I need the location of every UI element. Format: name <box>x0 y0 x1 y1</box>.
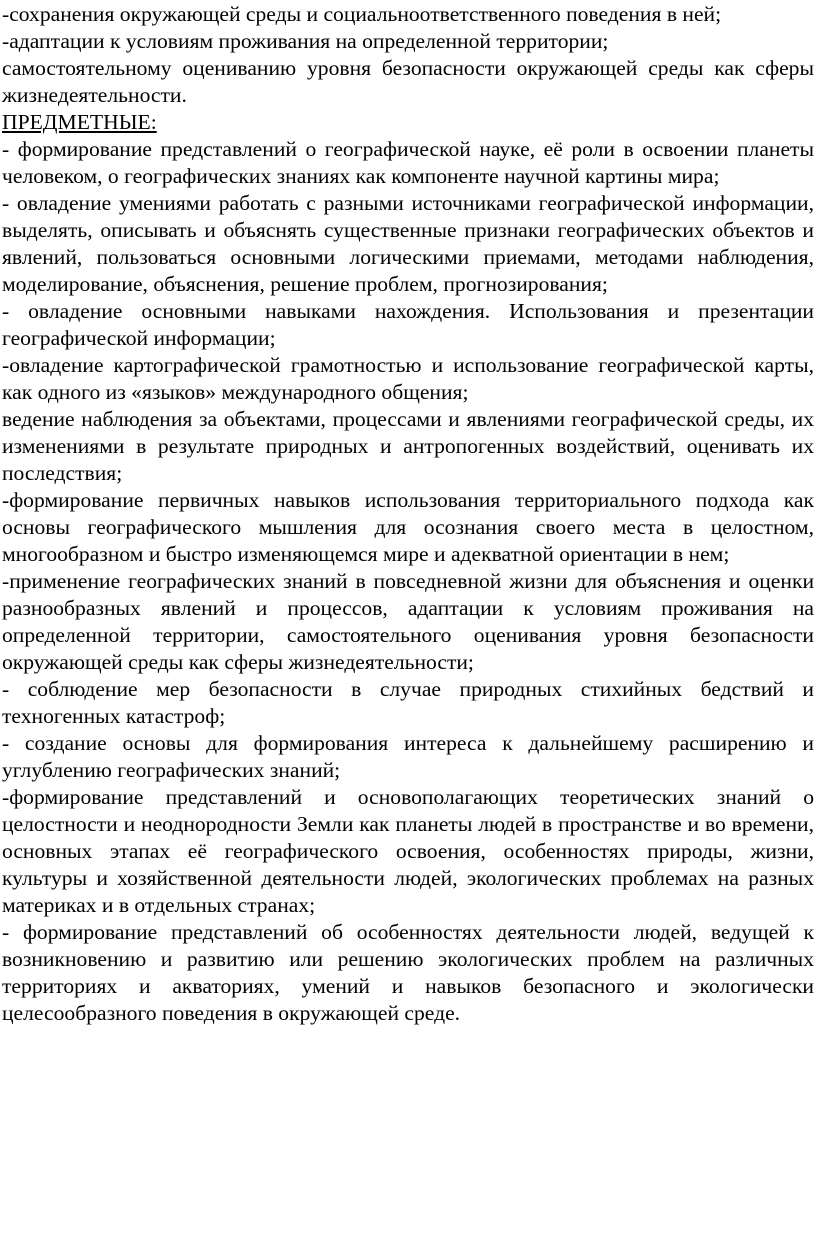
list-item: -формирование представлений и основополагающих теоретических знаний о целостности и неоднородности Земли как планеты людей в пространстве и во времени, основных этапах её географического освоения, особенностях природы, жизни, культуры и хозяйственной деятельности людей, экологических проблемах на разных материках и в отдельных странах; <box>2 785 814 917</box>
list-item: -применение географических знаний в повседневной жизни для объяснения и оценки разнообразных явлений и процессов, адаптации к условиям проживания на определенной территории, самостоятельного оценивания уровня безопасности окружающей среды как сферы жизнедеятельности; <box>2 569 814 674</box>
list-item: - овладение основными навыками нахождения. Использования и презентации географической информации; <box>2 299 814 350</box>
list-item: - соблюдение мер безопасности в случае природных стихийных бедствий и техногенных катастроф; <box>2 677 814 728</box>
list-item: - создание основы для формирования интереса к дальнейшему расширению и углублению географических знаний; <box>2 731 814 782</box>
list-item: - формирование представлений об особенностях деятельности людей, ведущей к возникновению и развитию или решению экологических проблем на различных территориях и акваториях, умений и навыков безопасного и экологически целесообразного поведения в окружающей среде. <box>2 920 814 1025</box>
intro-paragraph: -адаптации к условиям проживания на определенной территории; <box>2 29 609 53</box>
list-item: - овладение умениями работать с разными источниками географической информации, выделять, описывать и объяснять существенные признаки географических объектов и явлений, пользоваться основными логическими приемами, методами наблюдения, моделирование, объяснения, решение проблем, прогнозирования; <box>2 191 814 296</box>
list-item: -формирование первичных навыков использования территориального подхода как основы географического мышления для осознания своего места в целостном, многообразном и быстро изменяющемся мире и адекватной ориентации в нем; <box>2 488 814 566</box>
intro-paragraph: -сохранения окружающей среды и социальноответственного поведения в ней; <box>2 2 722 26</box>
intro-paragraph: самостоятельному оцениванию уровня безопасности окружающей среды как сферы жизнедеятельности. <box>2 56 814 107</box>
list-item: ведение наблюдения за объектами, процессами и явлениями географической среды, их изменениями в результате природных и антропогенных воздействий, оценивать их последствия; <box>2 407 814 485</box>
list-item: -овладение картографической грамотностью и использование географической карты, как одного из «языков» международного общения; <box>2 353 814 404</box>
list-item: - формирование представлений о географической науке, её роли в освоении планеты человеком, о географических знаниях как компоненте научной картины мира; <box>2 137 814 188</box>
section-heading: ПРЕДМЕТНЫЕ: <box>2 110 157 134</box>
